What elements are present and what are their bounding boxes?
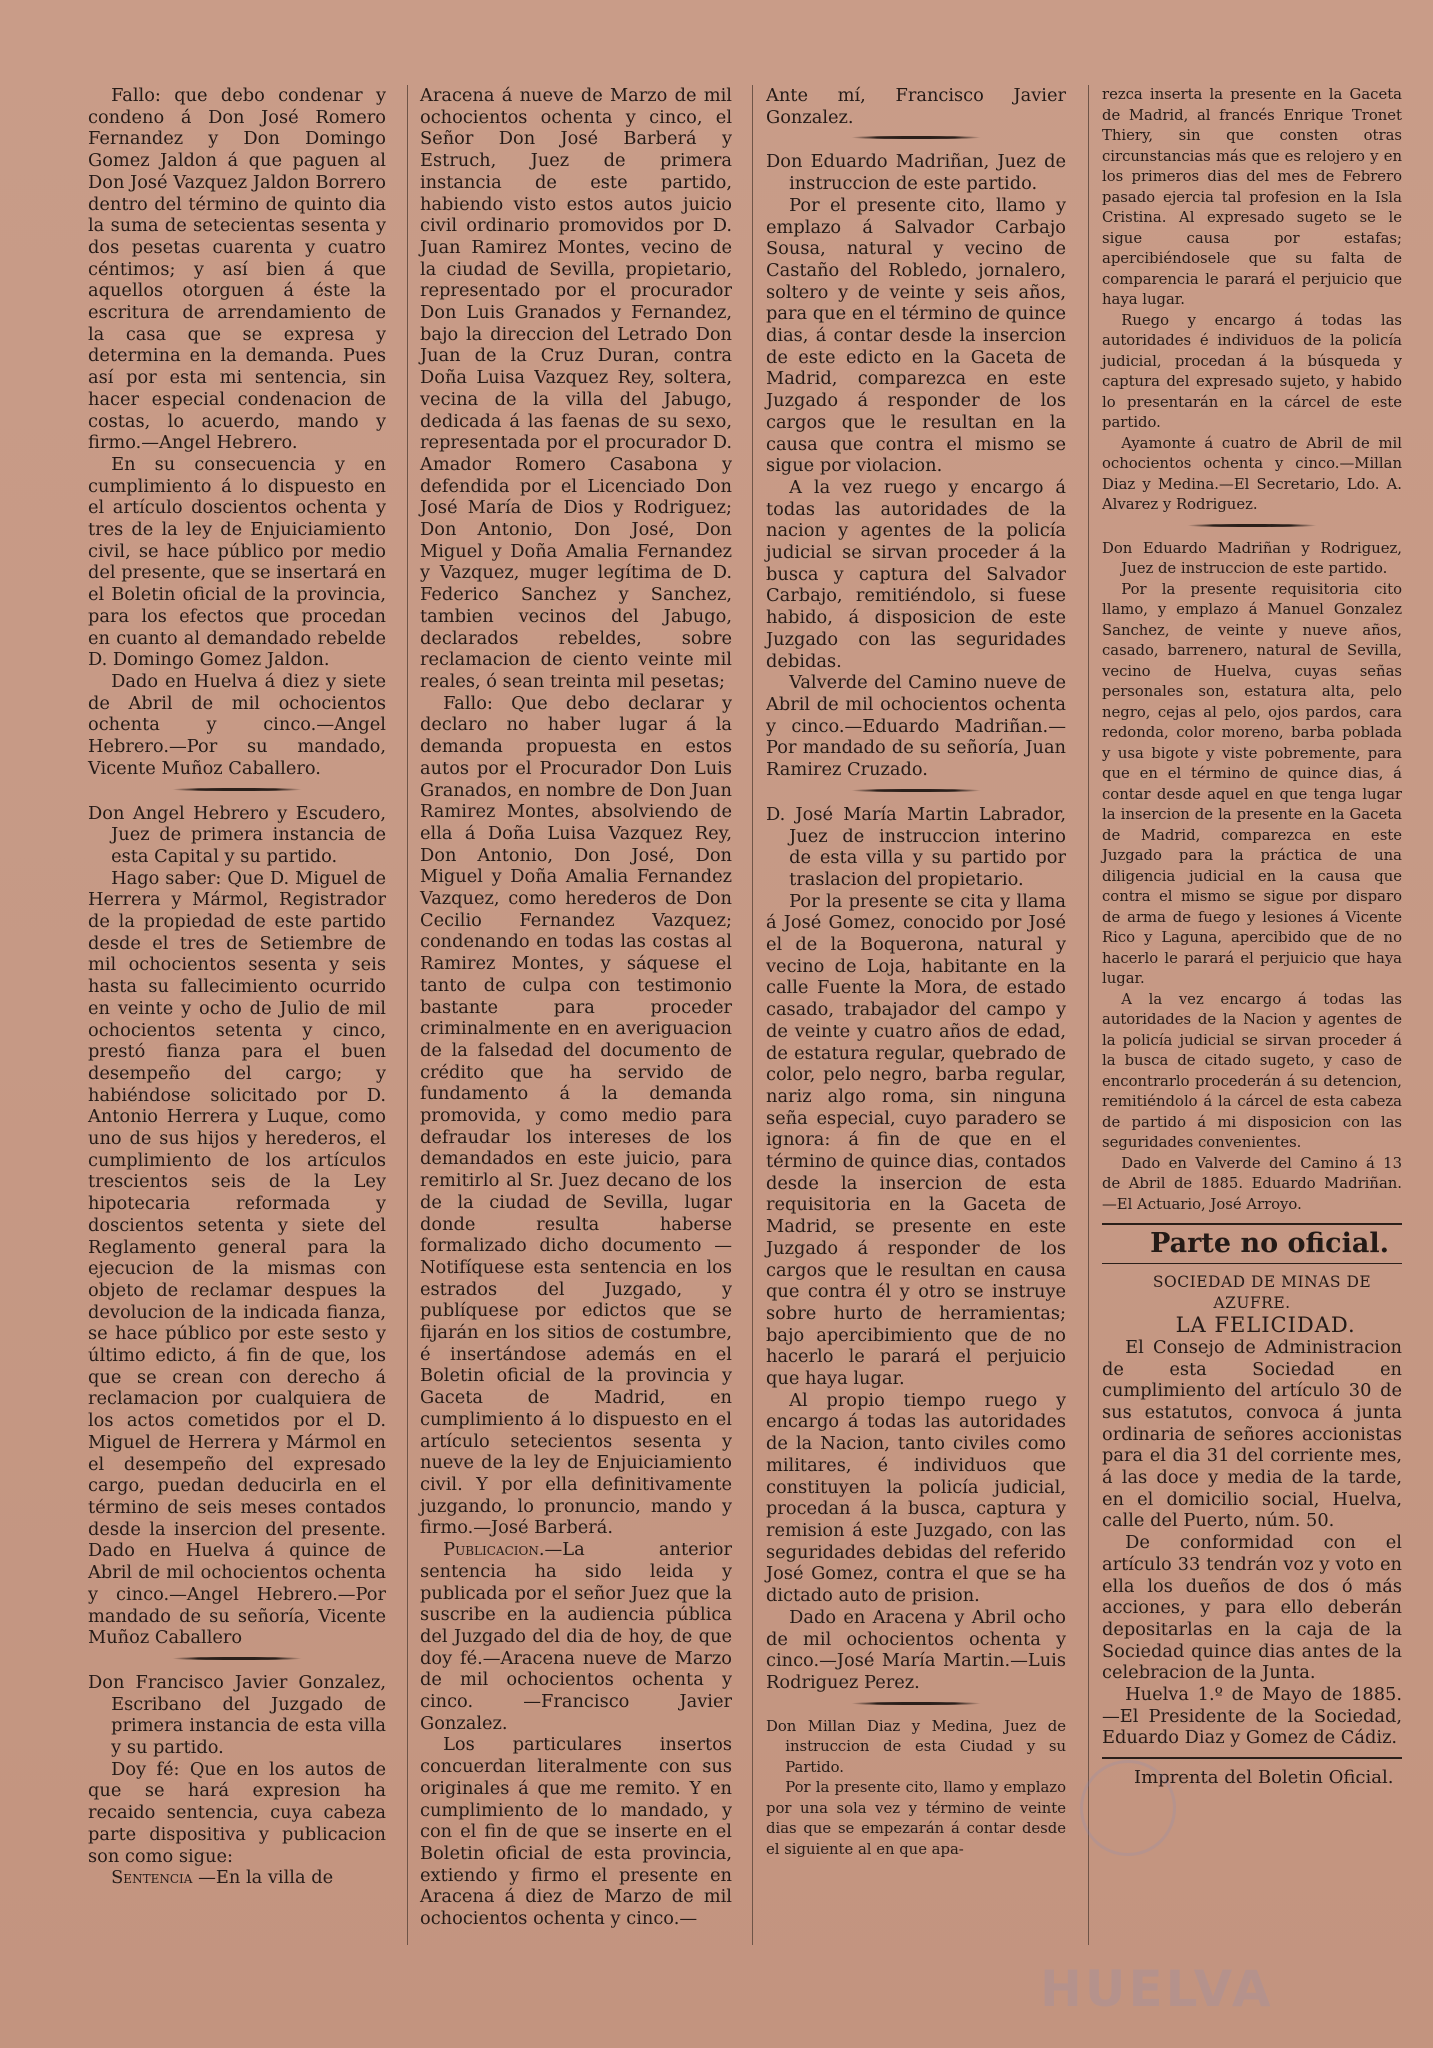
section-title: Parte no oficial.	[1150, 1228, 1389, 1259]
paragraph: Dado en Aracena y Abril ocho de mil ochocientos ochenta y cinco.—José María Martin.—Luis Rodriguez Perez.	[766, 1606, 1066, 1693]
column-4	[1102, 85, 1402, 1789]
sentencia-label: Sentencia	[111, 1867, 193, 1889]
paragraph: rezca inserta la presente en la Gaceta de Madrid, al francés Enrique Tronet Thiery, sin que consten otras circunstancias más que es relojero y en los primeros dias del mes de Febrero pasado ejercia tal profesion en la Isla Cristina. Al expresado sugeto se le sigue causa por estafas; apercibiéndosele que su falta de comparencia le parará el perjuicio que haya lugar.	[1102, 86, 1402, 308]
paragraph: Aracena á nueve de Marzo de mil ochocientos ochenta y cinco, el Señor Don José Barberá y Estruch, Juez de primera instancia de este partido, habiendo visto estos autos juicio civil ordinario promovidos por D. Juan Ramirez Montes, vecino de la ciudad de Sevilla, propietario, representado por el procurador Don Luis Granados y Fernandez, bajo la direccion del Letrado Don Juan de la Cruz Duran, contra Doña Luisa Vazquez Rey, soltera, vecina de la villa del Jabugo, dedicada á las faenas de su sexo, representada por el procurador D. Amador Romero Casabona y defendida por el Licenciado Don José María de Dios y Rodriguez; Don Antonio, Don José, Don Miguel y Doña Amalia Fernandez y Vazquez, muger legítima de D. Federico Sanchez y Sanchez, tambien vecinos del Jabugo, declarados rebeldes, sobre reclamacion de ciento veinte mil reales, ó sean treinta mil pesetas;	[420, 85, 732, 692]
notice-heading: Don Angel Hebrero y Escudero, Juez de primera instancia de esta Capital y su partido.	[88, 802, 386, 867]
paragraph: En su consecuencia y en cumplimiento á lo dispuesto en el artículo doscientos ochenta y tres de la ley de Enjuiciamiento civil, se hace público por medio del presente, que se insertará en el Boletin oficial de la provincia, para los efectos que procedan en cuanto al demandado rebelde D. Domingo Gomez Jaldon.	[88, 453, 386, 671]
paragraph: Ante mí, Francisco Javier Gonzalez.	[766, 85, 1066, 128]
paragraph: De conformidad con el artículo 33 tendrán voz y voto en ella los dueños de dos ó más acciones, y para ello deberán depositarlas en la caja de la Sociedad quince dias antes de la celebracion de la Junta.	[1102, 1532, 1402, 1684]
paragraph: Valverde del Camino nueve de Abril de mil ochocientos ochenta y cinco.—Eduardo Madriñan.—Por mandado de su señoría, Juan Ramirez Cruzado.	[766, 672, 1066, 781]
paragraph: Por la presente cito, llamo y emplazo por una sola vez y término de veinte dias que se empezarán á contar desde el siguiente al en que apa-	[766, 1779, 1066, 1858]
column-divider	[1088, 85, 1089, 1945]
section-divider	[1187, 524, 1317, 527]
small-notice	[766, 1717, 1066, 1861]
section-divider	[172, 788, 302, 791]
small-notice	[1102, 85, 1402, 1215]
paragraph: Huelva 1.º de Mayo de 1885. —El Presidente de la Sociedad, Eduardo Diaz y Gomez de Cádiz.	[1102, 1684, 1402, 1749]
watermark-stamp: HUELVA	[1040, 1960, 1274, 2018]
notice-heading: D. José María Martin Labrador, Juez de instruccion interino de esta villa y su partido por traslacion del propietario.	[766, 803, 1066, 890]
publicacion-label: Publicacion	[443, 1539, 539, 1561]
notice-heading: Don Francisco Javier Gonzalez, Escribano del Juzgado de primera instancia de esta villa y su partido.	[88, 1671, 386, 1759]
paragraph-text: .—La anterior sentencia ha sido leida y publicada por el señor Juez que la suscribe en la audiencia pública del Juzgado del dia de hoy, de que doy fé.—Aracena nueve de Marzo de mil ochocientos ochenta y cinco. —Francisco Javier Gonzalez.	[420, 1539, 732, 1734]
column-divider	[752, 85, 753, 1945]
paragraph: A la vez encargo á todas las autoridades de la Nacion y agentes de la policía judicial se sirvan proceder á la busca de citado sugeto, y caso de encontrarlo procederán á su detencion, remitiéndolo á la cárcel de esta cabeza de partido á mi disposicion con las seguridades convenientes.	[1102, 990, 1402, 1151]
library-seal	[1080, 1760, 1176, 1856]
heavy-rule	[1102, 1757, 1402, 1759]
paragraph: Por la presente se cita y llama á José Gomez, conocido por José el de la Boquerona, natural y vecino de Loja, habitante en la calle Fuente la Mora, de estado casado, trabajador del campo y de veinte y cuatro años de edad, de estatura regular, quebrado de color, pelo negro, barba regular, nariz algo roma, sin ninguna seña especial, cuyo paradero se ignora: á fin de que en el término de quince dias, contados desde la insercion de esta requisitoria en la Gaceta de Madrid, se presente en este Juzgado á responder de los cargos que le resultan en causa que contra él y otro se instruye sobre hurto de herramientas; bajo apercibimiento que de no hacerlo le parará el perjuicio que haya lugar.	[766, 890, 1066, 1390]
paragraph: Dado en Huelva á diez y siete de Abril de mil ochocientos ochenta y cinco.—Angel Hebrero.—Por su mandado, Vicente Muñoz Caballero.	[88, 670, 386, 779]
paragraph: Por el presente cito, llamo y emplazo á Salvador Carbajo Sousa, natural y vecino de Castaño del Robledo, jornalero, soltero y de veinte y seis años, para que en el término de quince dias, á contar desde la insercion de este edicto en la Gaceta de Madrid, comparezca en este Juzgado á responder de los cargos que le resultan en la causa que contra el mismo se sigue por violacion.	[766, 194, 1066, 477]
paragraph: Doy fé: Que en los autos de que se hará expresion ha recaido sentencia, cuya cabeza parte dispositiva y publicacion son como sigue:	[88, 1758, 386, 1867]
paragraph: Al propio tiempo ruego y encargo á todas las autoridades de la Nacion, tanto civiles como militares, é individuos que constituyen la policía judicial, procedan á la busca, captura y remision á este Juzgado, con las seguridades debidas del referido José Gomez, contra el que se ha dictado auto de prision.	[766, 1389, 1066, 1607]
paragraph: A la vez ruego y encargo á todas las autoridades de la nacion y agentes de la policía judicial se sirvan proceder á la busca y captura del Salvador Carbajo, remitiéndolo, si fuese habido, á disposicion de este Juzgado con las seguridades debidas.	[766, 476, 1066, 672]
section-divider	[851, 1702, 981, 1705]
notice-heading: Don Eduardo Madriñan y Rodriguez, Juez de instruccion de este partido.	[1102, 539, 1402, 577]
paragraph-text: —En la villa de	[198, 1867, 334, 1889]
paragraph: Los particulares insertos concuerdan literalmente con sus originales á que me remito. Y en cumplimiento de lo mandado, y con el fin de que se inserte en el Boletin oficial de esta provincia, extiendo y firmo el presente en Aracena á diez de Marzo de mil ochocientos ochenta y cinco.—	[420, 1734, 732, 1930]
paragraph	[420, 1539, 732, 1734]
notice-heading: Don Eduardo Madriñan, Juez de instruccion de este partido.	[766, 151, 1066, 195]
thin-rule	[1102, 1263, 1402, 1264]
section-divider	[851, 789, 981, 792]
paragraph	[88, 1867, 386, 1889]
section-divider	[851, 136, 981, 139]
heavy-rule	[1102, 1223, 1402, 1225]
section-divider	[172, 1657, 302, 1660]
company-name: SOCIEDAD DE MINAS DE AZUFRE.	[1152, 1272, 1372, 1313]
column-divider	[407, 85, 408, 1945]
column-3	[766, 85, 1066, 1860]
paragraph: Hago saber: Que D. Miguel de Herrera y Mármol, Registrador de la propiedad de este partido desde el tres de Setiembre de mil ochocientos sesenta y seis hasta su fallecimiento ocurrido en veinte y ocho de Julio de mil ochocientos setenta y cinco, prestó fianza para el buen desempeño del cargo; y habiéndose solicitado por D. Antonio Herrera y Luque, como uno de sus hijos y herederos, el cumplimiento de los artículos trescientos seis de la Ley hipotecaria reformada y doscientos setenta y siete del Reglamento general para la ejecucion de la mismas con objeto de reclamar despues la devolucion de la indicada fianza, se hace público por este sesto y último edicto, á fin de que, los que se crean con derecho á reclamacion por cualquiera de los actos cometidos por el D. Miguel de Herrera y Mármol en el desempeño del expresado cargo, puedan deducirla en el término de seis meses contados desde la insercion del presente. Dado en Huelva á quince de Abril de mil ochocientos ochenta y cinco.—Angel Hebrero.—Por mandado de su señoría, Vicente Muñoz Caballero	[88, 867, 386, 1649]
paragraph: Fallo: que debo condenar y condeno á Don José Romero Fernandez y Don Domingo Gomez Jaldon á que paguen al Don José Vazquez Jaldon Borrero dentro del término de quinto dia la suma de setecientas sesenta y dos pesetas cuarenta y cuatro céntimos; y así bien á que aquellos otorguen á éste la escritura de arrendamiento de la casa que se expresa y determina en la demanda. Pues así por esta mi sentencia, sin hacer especial condenacion de costas, lo acuerdo, mando y firmo.—Angel Hebrero.	[88, 85, 386, 454]
paragraph: Por la presente requisitoria cito llamo, y emplazo á Manuel Gonzalez Sanchez, de veinte y nueve años, casado, barrenero, natural de Sevilla, vecino de Huelva, cuyas señas personales son, estatura alta, pelo negro, cejas al pelo, ojos pardos, cara redonda, color moreno, barba poblada y usa bigote y viste pobremente, para que en el término de quince dias, á contar desde aquel en que tenga lugar la insercion de la presente en la Gaceta de Madrid, comparezca en este Juzgado para la práctica de una diligencia judicial en la causa que contra el mismo se sigue por disparo de arma de fuego y lesiones á Vicente Rico y Laguna, apercibido que de no hacerlo le parará el perjuicio que haya lugar.	[1102, 580, 1402, 987]
printer-imprint: Imprenta del Boletin Oficial.	[1133, 1767, 1394, 1789]
notice-heading: Don Millan Diaz y Medina, Juez de instruccion de esta Ciudad y su Partido.	[766, 1717, 1066, 1776]
paragraph: Fallo: Que debo declarar y declaro no haber lugar á la demanda propuesta en estos autos por el Procurador Don Luis Granados, en nombre de Don Juan Ramirez Montes, absolviendo de ella á Doña Luisa Vazquez Rey, Don Antonio, Don José, Don Miguel y Doña Amalia Fernandez Vazquez, como herederos de Don Cecilio Fernandez Vazquez; condenando en todas las costas al Ramirez Montes, y sáquese el tanto de culpa con testimonio bastante para proceder criminalmente en en averiguacion de la falsedad del documento de crédito que ha servido de fundamento á la demanda promovida, y como medio para defraudar los intereses de los demandados en este juicio, para remitirlo al Sr. Juez decano de los de la ciudad de Sevilla, lugar donde resulta haberse formalizado dicho documento —Notifíquese esta sentencia en los estrados del Juzgado, y publíquese por edictos que se fijarán en los sitios de costumbre, é insertándose además en el Boletin oficial de la provincia y Gaceta de Madrid, en cumplimiento á lo dispuesto en el artículo setecientos sesenta y nueve de la ley de Enjuiciamiento civil. Y por ella definitivamente juzgando, lo pronuncio, mando y firmo.—José Barberá.	[420, 692, 732, 1539]
paragraph: Ayamonte á cuatro de Abril de mil ochocientos ochenta y cinco.—Millan Diaz y Medina.—El Secretario, Ldo. A. Alvarez y Rodriguez.	[1102, 434, 1402, 513]
column-1	[88, 85, 386, 1889]
paragraph: Dado en Valverde del Camino á 13 de Abril de 1885. Eduardo Madriñan. —El Actuario, José Arroyo.	[1102, 1154, 1402, 1213]
company-title: LA FELICIDAD.	[1175, 1313, 1356, 1338]
paragraph: El Consejo de Administracion de esta Sociedad en cumplimiento del artículo 30 de sus estatutos, convoca á junta ordinaria de señores accionistas para el dia 31 del corriente mes, á las doce y media de la tarde, en el domicilio social, Huelva, calle del Puerto, núm. 50.	[1102, 1336, 1402, 1532]
column-2	[420, 85, 732, 1930]
paragraph: Ruego y encargo á todas las autoridades é individuos de la policía judicial, procedan á la búsqueda y captura del expresado sujeto, y habido lo presentarán en la cárcel de este partido.	[1102, 311, 1402, 431]
